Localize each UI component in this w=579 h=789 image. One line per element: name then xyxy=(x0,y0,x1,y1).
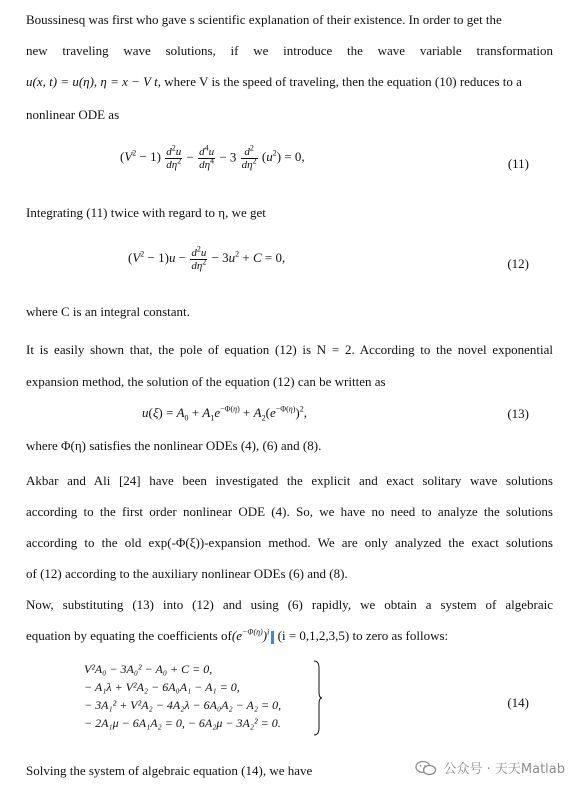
wechat-icon xyxy=(415,760,437,776)
paragraph-line: of (12) according to the auxiliary nonlinear ODEs (6) and (8). xyxy=(26,566,348,581)
paragraph-line: according to the first order nonlinear ODE (4). So, we have no need to analyze the solutions xyxy=(26,504,553,519)
equation-number: (11) xyxy=(507,156,529,171)
paragraph-line: where C is an integral constant. xyxy=(26,304,190,319)
equation-11: $(V^2 - 1)$ $\frac{d^2u}{d\eta^2}$ − $\frac{d^4u}{d\eta^4}$ − 3 $\frac{d^2}{d\eta^2}$ $(u^2) = 0$, xyxy=(120,143,305,171)
equation-12: $(V^2 - 1)u$ − $\frac{d^2u}{d\eta^2}$ − $3u^2 + C = 0$, xyxy=(128,244,286,272)
equation-number: (12) xyxy=(507,256,529,271)
equation-number: (14) xyxy=(507,695,529,710)
paragraph-line: Boussinesq was first who gave s scientific explanation of their existence. In order to get the xyxy=(26,12,502,27)
paragraph-line: expansion method, the solution of the equation (12) can be written as xyxy=(26,374,386,389)
paragraph-line: new traveling wave solutions, if we introduce the wave variable transformation xyxy=(26,43,553,58)
equation-number: (13) xyxy=(507,406,529,421)
right-brace xyxy=(313,660,323,736)
paragraph-line: according to the old exp(-Φ(ξ))-expansion method. We are only analyzed the exact solutions xyxy=(26,535,553,550)
equation-14-line: − 3A₁² + V²A₂ − 4A₂λ − 6A₀A₂ − A₂ = 0, xyxy=(84,698,282,712)
text-cursor-highlight xyxy=(271,631,274,644)
equation-14-line: − A₁λ + V²A₂ − 6A₀A₁ − A₁ = 0, xyxy=(84,680,240,694)
paragraph-line: Solving the system of algebraic equation (14), we have xyxy=(26,763,313,778)
watermark-text: 公众号 · 天天Matlab xyxy=(443,762,565,777)
paragraph-line: Integrating (11) twice with regard to η, we get xyxy=(26,205,266,220)
equation-13: $u(\xi) = A_0 + A_1e^{-\Phi(\eta)} + A_2(e^{-\Phi(\eta)})^2$, xyxy=(142,404,307,423)
equation-14-line: V²A₀ − 3A₀² − A₀ + C = 0, xyxy=(84,662,213,676)
paragraph-line: Now, substituting (13) into (12) and using (6) rapidly, we obtain a system of algebraic xyxy=(26,597,553,612)
inline-text: where V is the speed of traveling, then the equation (10) reduces to a xyxy=(161,74,522,89)
paragraph-line xyxy=(26,74,553,90)
inline-math: $(e^{-\Phi(\eta)})^i$ xyxy=(231,627,270,643)
paragraph-line: nonlinear ODE as xyxy=(26,107,120,122)
equation-14-system xyxy=(84,660,281,732)
paragraph-line: where Φ(η) satisfies the nonlinear ODEs (4), (6) and (8). xyxy=(26,438,322,453)
watermark xyxy=(415,758,565,777)
equation-14-line: − 2A₁μ − 6A₁A₂ = 0, − 6A₂μ − 3A₂² = 0. xyxy=(84,716,281,730)
inline-math: u(x, t) = u(η), η = x − V t, xyxy=(26,74,162,89)
paragraph-line: equation by equating the coefficients $of(e^{-\Phi(\eta)})^i$ (i = 0,1,2,3,5) to zero as follows: xyxy=(26,627,449,643)
paragraph-line: It is easily shown that, the pole of equation (12) is N = 2. According to the novel exponential xyxy=(26,342,553,357)
paragraph-line: Akbar and Ali [24] have been investigated the explicit and exact solitary wave solutions xyxy=(26,473,553,488)
